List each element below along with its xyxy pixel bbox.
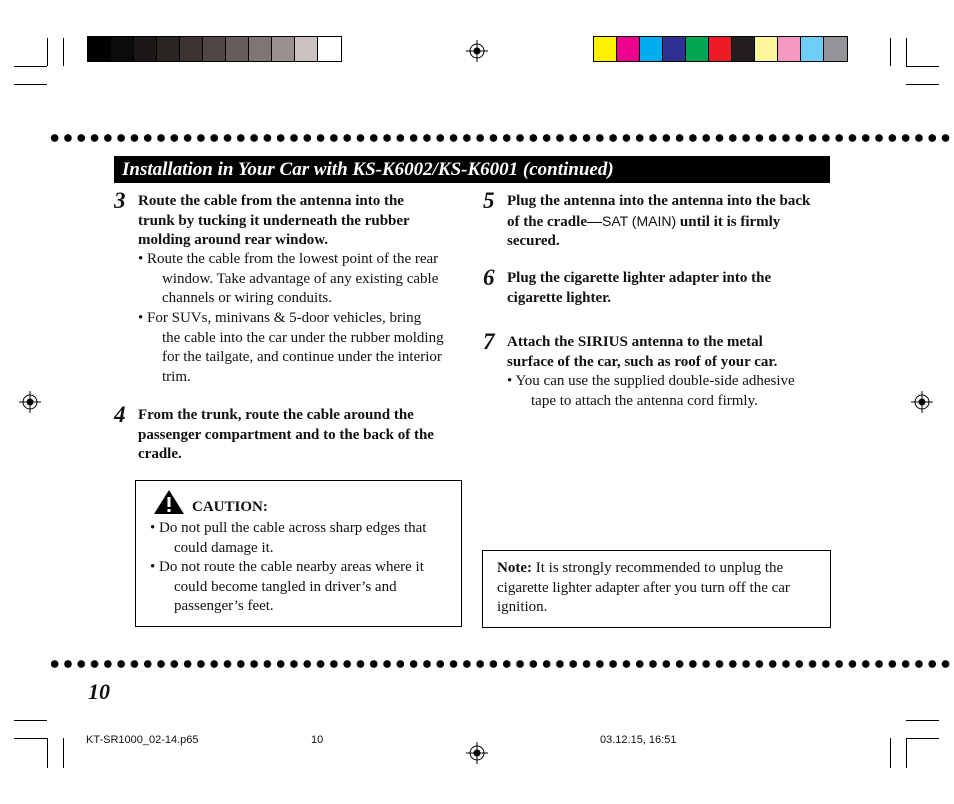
- color-swatch: [134, 37, 157, 61]
- step-3-bullet: • Route the cable from the lowest point of the rear window. Take advantage of any existing cable channels or wiring conduits.: [138, 251, 439, 306]
- registration-mark-icon: [911, 391, 933, 413]
- color-swatch: [295, 37, 318, 61]
- color-swatch: [226, 37, 249, 61]
- page-number: 10: [88, 679, 110, 704]
- color-swatch: [249, 37, 272, 61]
- note-label: Note:: [497, 560, 532, 576]
- warning-triangle-icon: [153, 489, 185, 515]
- step-3-bullet: • For SUVs, minivans & 5-door vehicles, bring the cable into the car under the rubber molding for the tailgate, and continue under the interior trim.: [138, 310, 444, 385]
- step-number: 6: [483, 265, 495, 290]
- grayscale-color-bar: [87, 36, 342, 62]
- caution-bullet: • Do not pull the cable across sharp edges that could damage it.: [150, 520, 427, 556]
- color-swatch: [180, 37, 203, 61]
- footer-page: 10: [311, 734, 324, 746]
- color-swatch: [318, 37, 341, 61]
- note-text: Note: It is strongly recommended to unplug the cigarette lighter adapter after you turn off the car ignition.: [497, 560, 790, 615]
- section-title: Installation in Your Car with KS-K6002/KS-K6001 (continued): [114, 156, 830, 183]
- dotted-divider: [48, 133, 954, 143]
- registration-mark-icon: [466, 742, 488, 764]
- step-number: 7: [483, 329, 495, 354]
- color-swatch: [732, 37, 755, 61]
- color-swatch: [663, 37, 686, 61]
- color-swatch: [617, 37, 640, 61]
- process-color-bar: [593, 36, 848, 62]
- color-swatch: [272, 37, 295, 61]
- color-swatch: [594, 37, 617, 61]
- step-5-heading: Plug the antenna into the antenna into the back of the cradle—SAT (MAIN) until it is firmly secured.: [507, 193, 811, 249]
- step-6-heading: Plug the cigarette lighter adapter into the cigarette lighter.: [507, 270, 772, 306]
- footer-timestamp: 03.12.15, 16:51: [600, 734, 677, 746]
- color-swatch: [778, 37, 801, 61]
- color-swatch: [640, 37, 663, 61]
- color-swatch: [203, 37, 226, 61]
- color-swatch: [824, 37, 847, 61]
- step-number: 4: [114, 402, 126, 427]
- dotted-divider: [48, 659, 954, 669]
- color-swatch: [755, 37, 778, 61]
- color-swatch: [801, 37, 824, 61]
- color-swatch: [157, 37, 180, 61]
- step-3-heading: Route the cable from the antenna into the trunk by tucking it underneath the rubber molding around rear window.: [138, 193, 410, 248]
- step-number: 3: [114, 188, 126, 213]
- color-swatch: [686, 37, 709, 61]
- color-swatch: [709, 37, 732, 61]
- caution-box: [135, 480, 462, 627]
- registration-mark-icon: [19, 391, 41, 413]
- color-swatch: [88, 37, 111, 61]
- registration-mark-icon: [466, 40, 488, 62]
- footer-filename: KT-SR1000_02-14.p65: [86, 734, 199, 746]
- note-box: [482, 550, 831, 628]
- step-4-heading: From the trunk, route the cable around the passenger compartment and to the back of the cradle.: [138, 407, 434, 462]
- step-7-heading: Attach the SIRIUS antenna to the metal surface of the car, such as roof of your car.: [507, 334, 778, 370]
- step-number: 5: [483, 188, 495, 213]
- caution-label: CAUTION:: [192, 499, 268, 515]
- caution-bullet: • Do not route the cable nearby areas where it could become tangled in driver’s and passenger’s feet.: [150, 559, 424, 614]
- connector-label: SAT (MAIN): [601, 212, 677, 229]
- color-swatch: [111, 37, 134, 61]
- step-7-bullet: • You can use the supplied double-side adhesive tape to attach the antenna cord firmly.: [507, 373, 795, 409]
